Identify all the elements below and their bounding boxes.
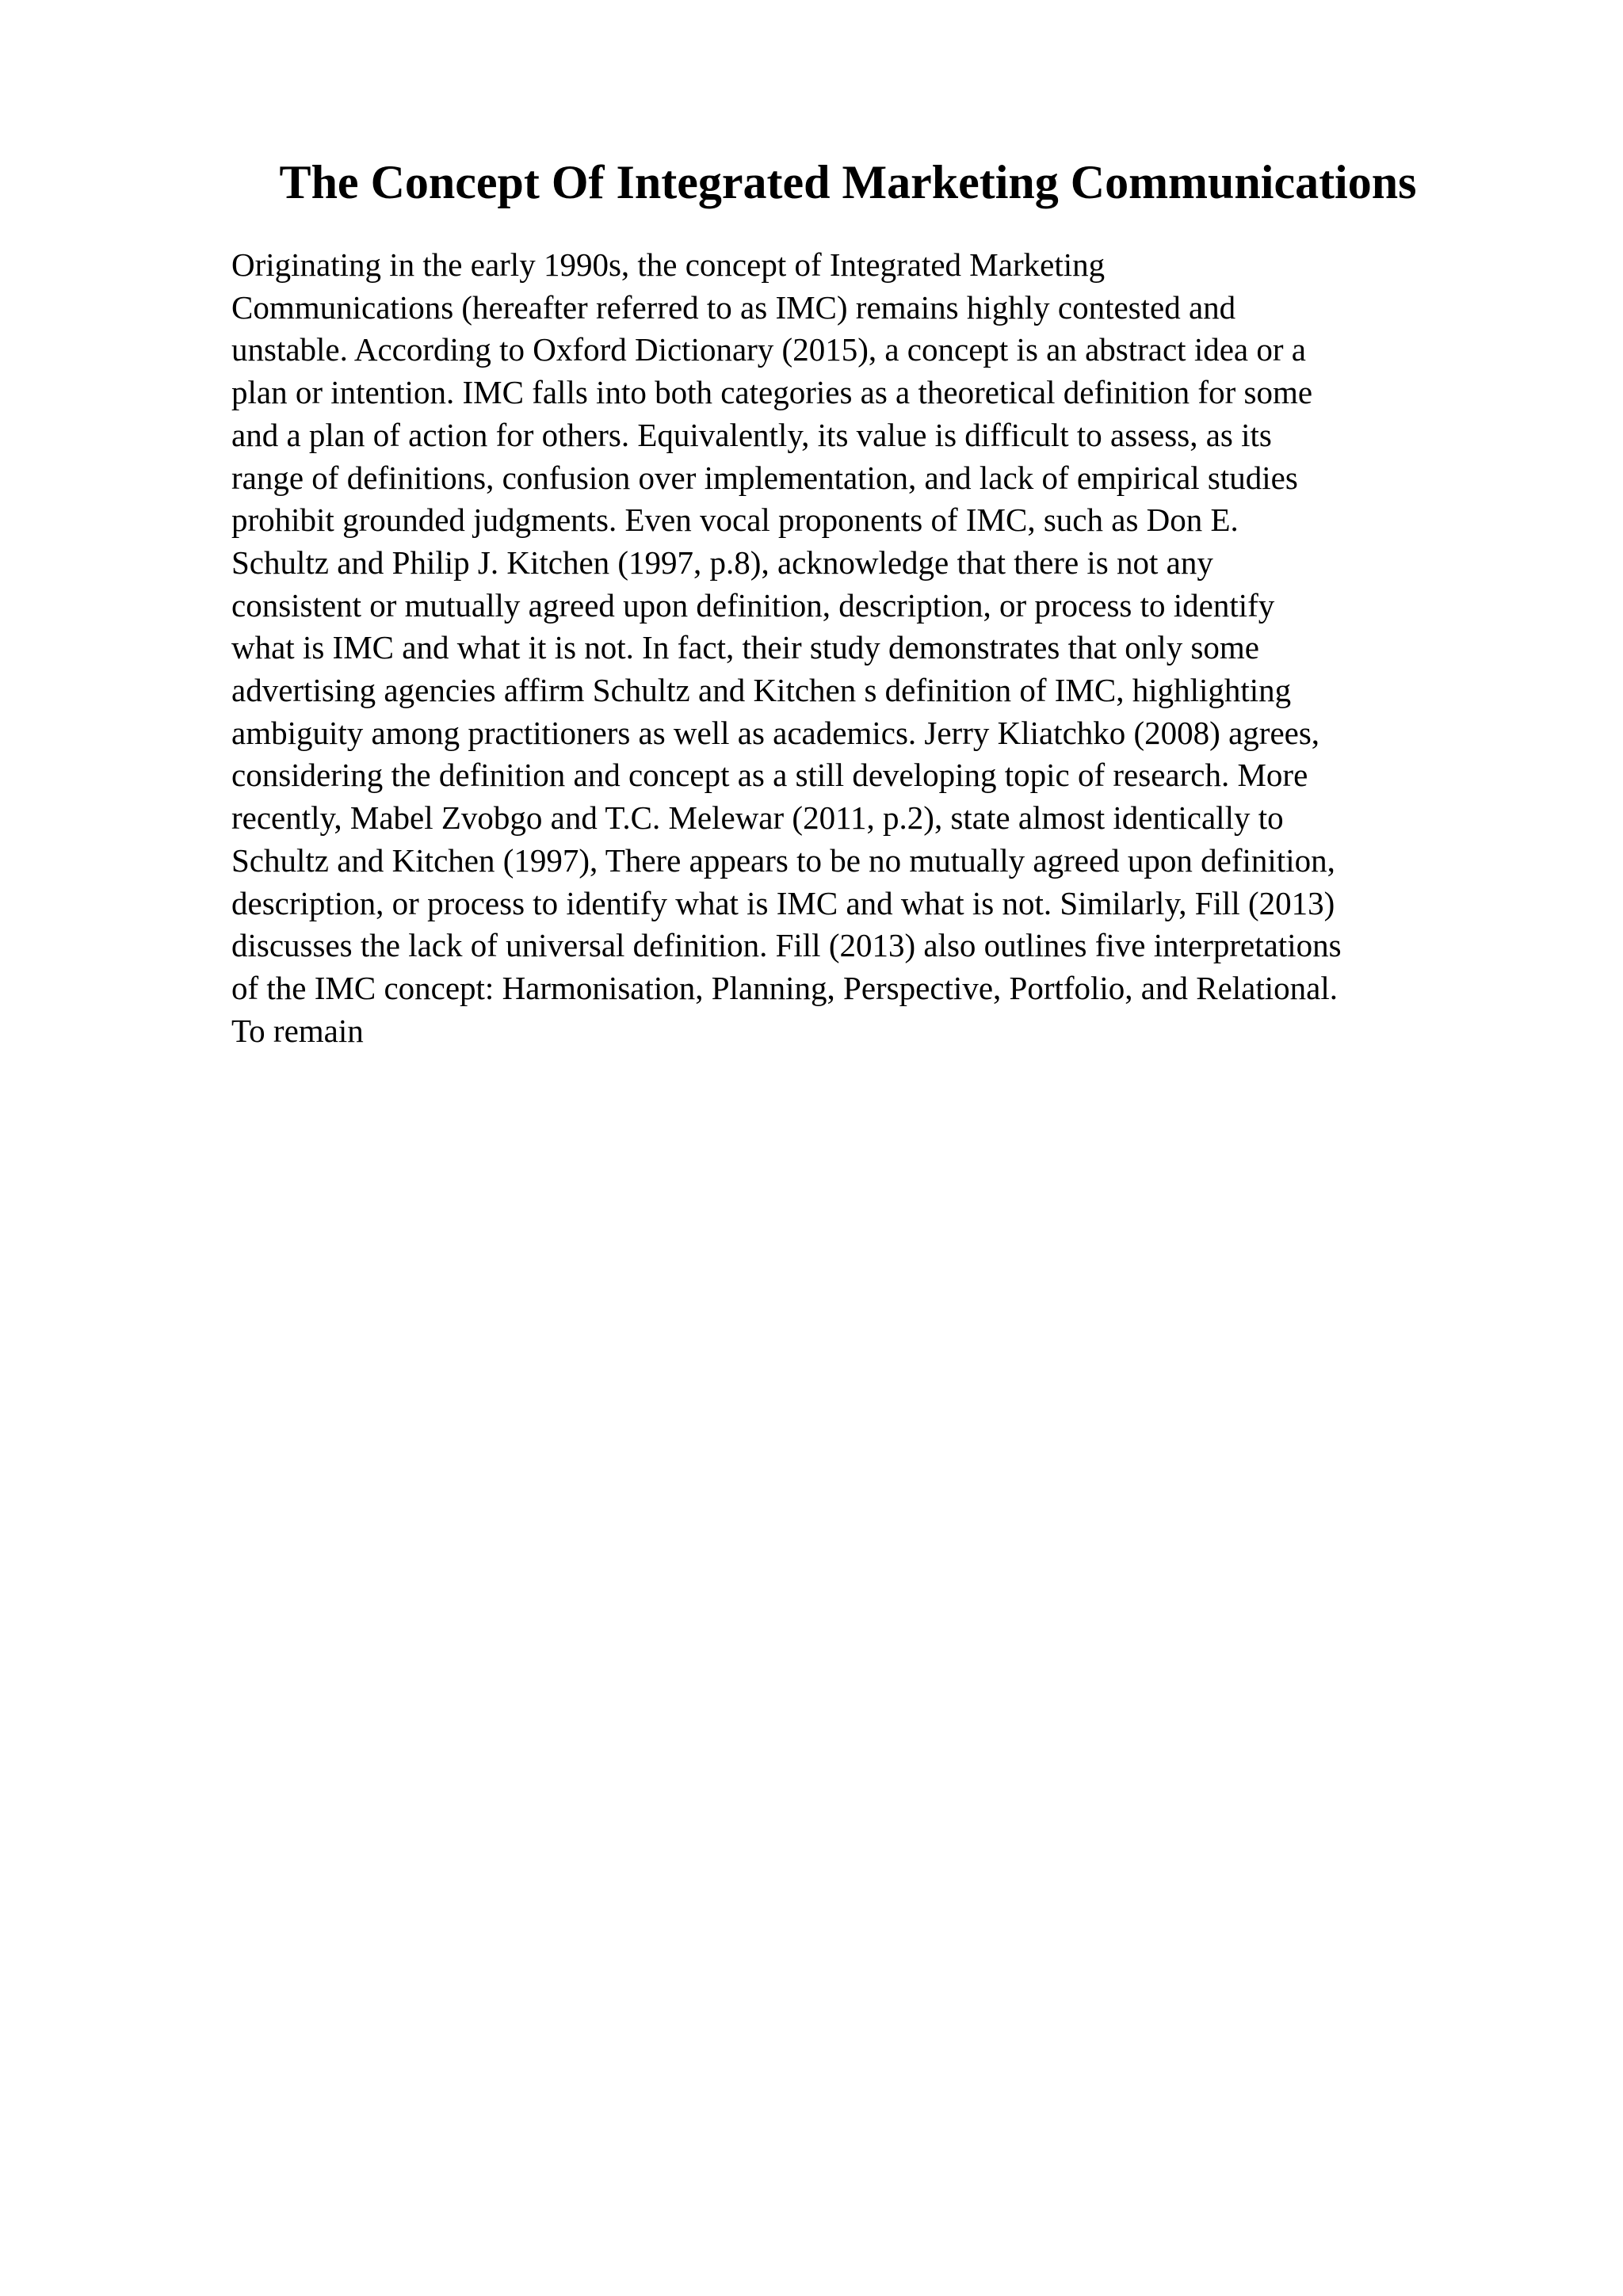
body-line: discusses the lack of universal definition. Fill (2013) also outlines five interpretations (231, 927, 1342, 964)
body-line: To remain (231, 1012, 364, 1049)
body-line: ambiguity among practitioners as well as academics. Jerry Kliatchko (2008) agrees, (231, 714, 1320, 751)
body-line: Communications (hereafter referred to as IMC) remains highly contested and (231, 288, 1236, 326)
body-line: what is IMC and what it is not. In fact, their study demonstrates that only some (231, 629, 1259, 666)
body-line: description, or process to identify what is IMC and what is not. Similarly, Fill (2013) (231, 884, 1335, 921)
document-title: The Concept Of Integrated Marketing Communications (279, 156, 1417, 208)
body-line: range of definitions, confusion over implementation, and lack of empirical studies (231, 459, 1298, 496)
body-line: Schultz and Kitchen (1997), There appears to be no mutually agreed upon definition, (231, 841, 1335, 879)
body-line: Schultz and Philip J. Kitchen (1997, p.8), acknowledge that there is not any (231, 543, 1213, 581)
body-line: unstable. According to Oxford Dictionary (2015), a concept is an abstract idea or a (231, 331, 1306, 368)
body-line: recently, Mabel Zvobgo and T.C. Melewar (2011, p.2), state almost identically to (231, 799, 1284, 837)
body-line: of the IMC concept: Harmonisation, Planning, Perspective, Portfolio, and Relational. (231, 969, 1338, 1006)
body-line: considering the definition and concept as a still developing topic of research. More (231, 757, 1308, 794)
body-line: and a plan of action for others. Equivalently, its value is difficult to assess, as its (231, 416, 1272, 453)
body-line: plan or intention. IMC falls into both categories as a theoretical definition for some (231, 374, 1313, 411)
body-line: advertising agencies affirm Schultz and Kitchen s definition of IMC, highlighting (231, 672, 1292, 709)
body-line: consistent or mutually agreed upon definition, description, or process to identify (231, 586, 1275, 624)
body-line: prohibit grounded judgments. Even vocal proponents of IMC, such as Don E. (231, 502, 1239, 539)
body-line: Originating in the early 1990s, the concept of Integrated Marketing (231, 246, 1106, 283)
document-body (231, 244, 1499, 1052)
